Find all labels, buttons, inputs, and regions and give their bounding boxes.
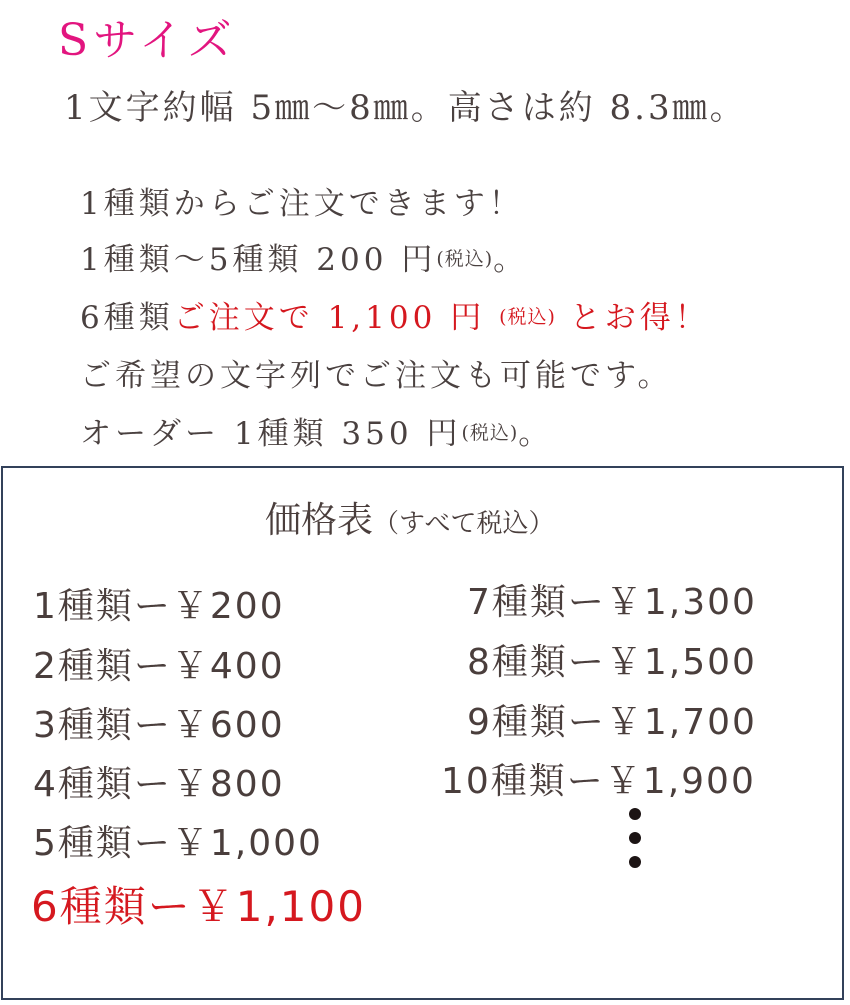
intro-line-2-main: 1種類〜5種類 200 円 [80,242,437,278]
tax-note: (税込) [499,306,556,328]
intro-line-3-suffix: とお得！ [569,300,710,336]
price-table-heading: 価格表 [265,500,374,541]
price-row-5: 5種類ー￥1,000 [33,823,323,864]
tax-note: (税込) [436,248,494,270]
price-row-10: 10種類ー￥1,900 [441,761,756,802]
intro-line-1: 1種類からご注文できます！ [80,186,524,222]
period: 。 [493,242,529,278]
intro-line-4: ご希望の文字列でご注文も可能です。 [80,358,673,394]
intro-line-5 [80,408,553,453]
tax-note: (税込) [461,422,519,444]
intro-line-3 [80,292,710,337]
price-row-7: 7種類ー￥1,300 [467,582,757,623]
intro-line-5-main: オーダー 1種類 350 円 [80,416,462,452]
price-row-6-highlight: 6種類ー￥1,100 [31,882,366,931]
price-row-1: 1種類ー￥200 [33,586,285,627]
intro-line-2 [80,234,528,279]
price-row-2: 2種類ー￥400 [33,646,285,687]
size-info: 1文字約幅 5㎜〜8㎜。高さは約 8.3㎜。 [64,88,747,128]
price-row-8: 8種類ー￥1,500 [467,642,757,683]
intro-line-3-highlight: ご注文で 1,100 円 [173,300,486,336]
price-row-4: 4種類ー￥800 [33,764,285,805]
price-row-9: 9種類ー￥1,700 [467,702,757,743]
price-table-note: （すべて税込） [373,509,555,539]
price-table-title [265,492,555,543]
period: 。 [518,416,554,452]
dot [629,856,641,868]
page-title: Sサイズ [58,15,237,66]
intro-line-3-prefix: 6種類 [80,300,174,336]
continuation-dots [629,808,643,880]
price-table [1,466,844,1000]
dot [629,832,641,844]
dot [629,808,641,820]
price-row-3: 3種類ー￥600 [33,705,285,746]
